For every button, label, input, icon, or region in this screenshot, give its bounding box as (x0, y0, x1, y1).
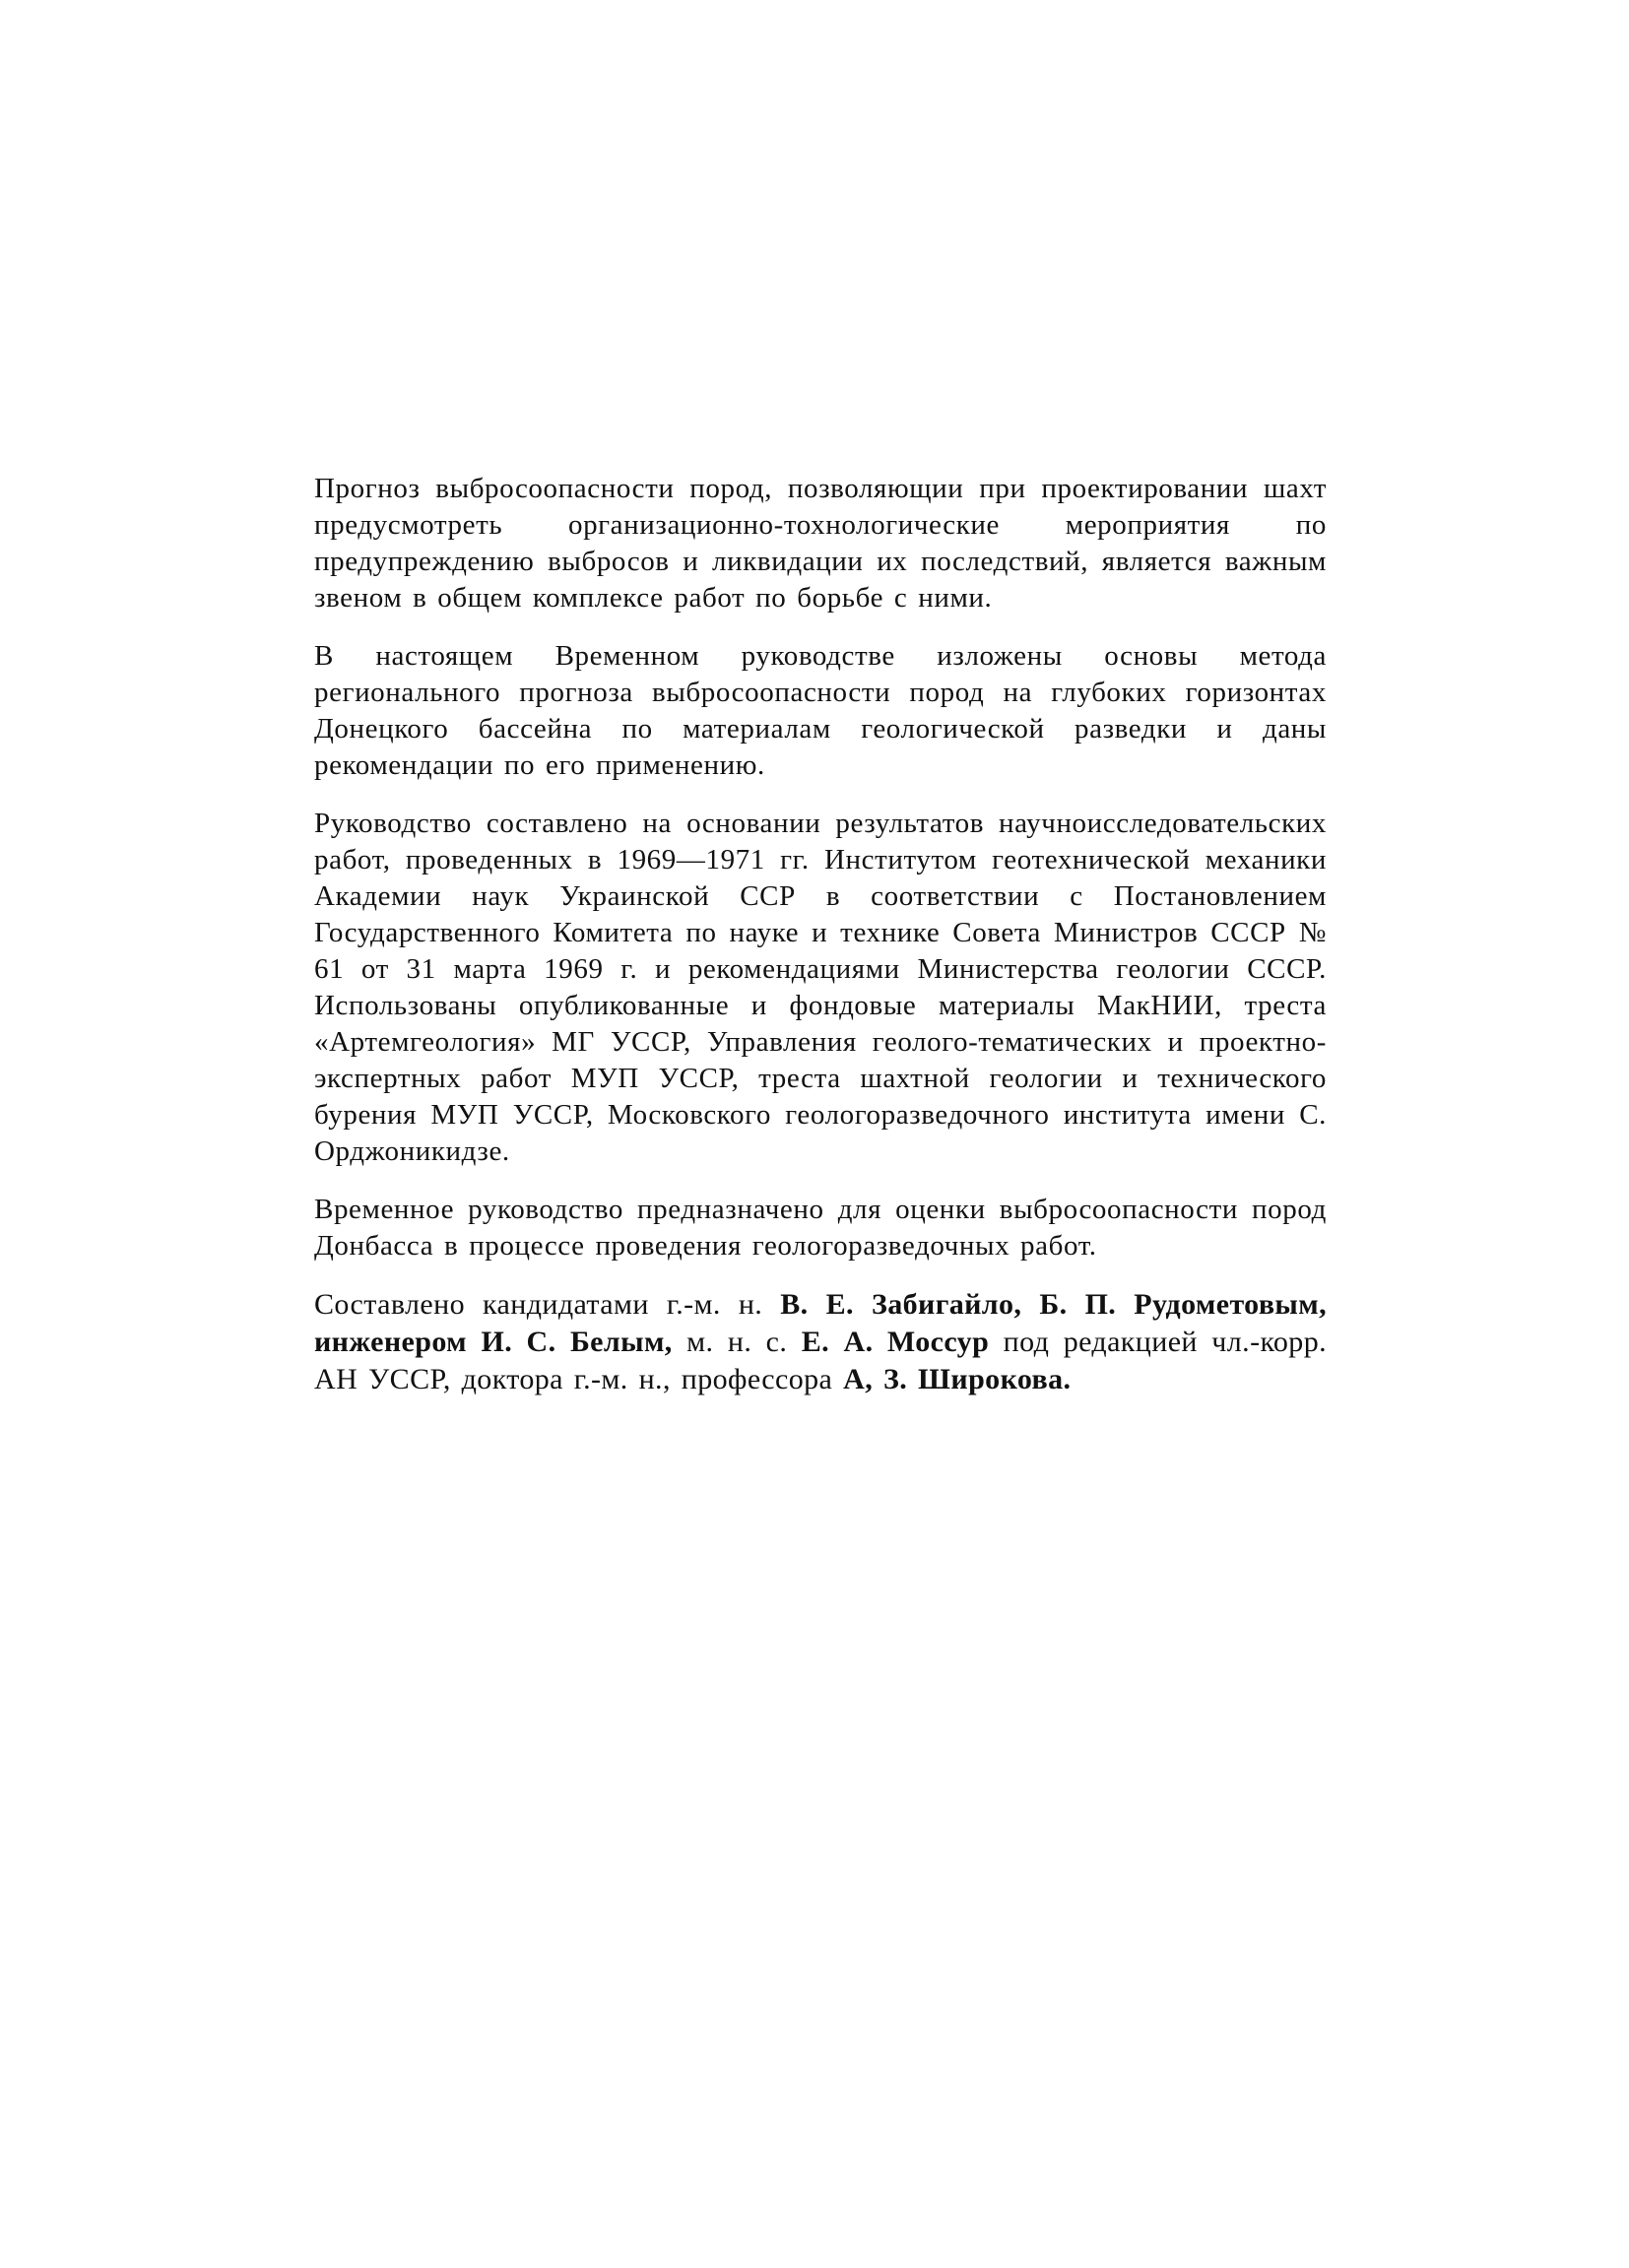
text-block (314, 471, 1327, 1420)
credits-intro: Составлено кандидатами г.-м. н. (314, 1288, 763, 1321)
author-name: Б. П. Рудометовым, (1039, 1288, 1327, 1321)
paragraph-basis: Руководство составлено на основании результатов научноисследовательских работ, проведенных в 1969—1971 гг. Институтом геотехнической механики Академии наук Украинской ССР в соответствии с Постановлением Государственного Комитета по науке и технике Совета Министров СССР № 61 от 31 марта 1969 г. и рекомендациями Министерства геологии СССР. Использованы опубликованные и фондовые материалы МакНИИ, треста «Артемгеология» МГ УССР, Управления геолого-тематических и проектно-экспертных работ МУП УССР, треста шахтной геологии и технического бурения МУП УССР, Московского геологоразведочного института имени С. Орджоникидзе. (314, 808, 1327, 1167)
paragraph-credits (314, 1286, 1327, 1398)
credits-role: м. н. с. (686, 1326, 788, 1358)
author-name: И. С. Белым, (481, 1326, 673, 1358)
paragraph-purpose: Временное руководство предназначено для оценки выбросоопасности пород Донбасса в процессе проведения геологоразведочных работ. (314, 1194, 1327, 1262)
paragraph-forecast: Прогноз выбросоопасности пород, позволяющии при проектировании шахт предусмотреть организационно-тохнологические мероприятия по предупреждению выбросов и ликвидации их последствий, является важным звеном в общем комплексе работ по борьбе с ними. (314, 473, 1327, 614)
paragraph-guide-contents: В настоящем Временном руководстве изложены основы метода регионального прогноза выбросоопасности пород на глубоких горизонтах Донецкого бассейна по материалам геологической разведки и даны рекомендации по его применению. (314, 640, 1327, 781)
credits-editor: под редакцией чл.-корр. АН УССР, доктора г.-м. н., профессора (314, 1326, 1328, 1395)
author-name: В. Е. Забигайло, (780, 1288, 1022, 1321)
editor-name: А, З. Широкова. (843, 1363, 1072, 1395)
author-name: Е. А. Моссур (801, 1326, 990, 1358)
credits-role: инженером (314, 1326, 467, 1358)
